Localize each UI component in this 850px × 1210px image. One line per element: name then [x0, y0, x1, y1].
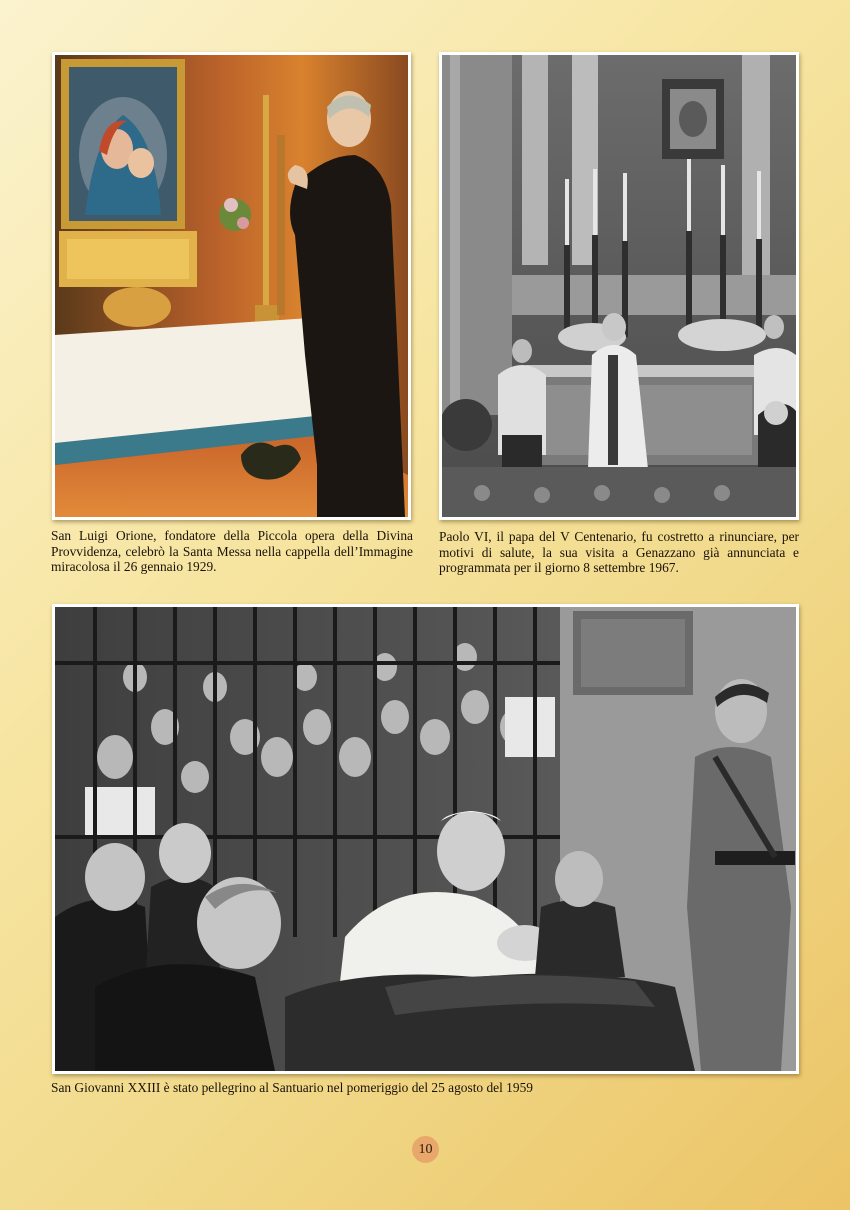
paolo-photo-image	[442, 55, 796, 517]
caption-paolo: Paolo VI, il papa del V Centenario, fu costretto a rinunciare, per motivi di salute, la sua visita a Genazzano già annunciata e programmata per il giorno 8 settembre 1967.	[439, 529, 799, 576]
photo-paolo	[439, 52, 799, 520]
caption-giovanni: San Giovanni XXIII è stato pellegrino al Santuario nel pomeriggio del 25 agosto del 1959	[51, 1080, 533, 1095]
caption-orione: San Luigi Orione, fondatore della Piccola opera della Divina Provvidenza, celebrò la Santa Messa nella cappella dell’Immagine miracolosa il 26 gennaio 1929.	[51, 528, 413, 575]
photo-giovanni	[52, 604, 799, 1074]
photo-orione	[52, 52, 411, 520]
page-number: 10	[412, 1136, 439, 1163]
giovanni-photo-image	[55, 607, 796, 1071]
orione-photo-image	[55, 55, 408, 517]
